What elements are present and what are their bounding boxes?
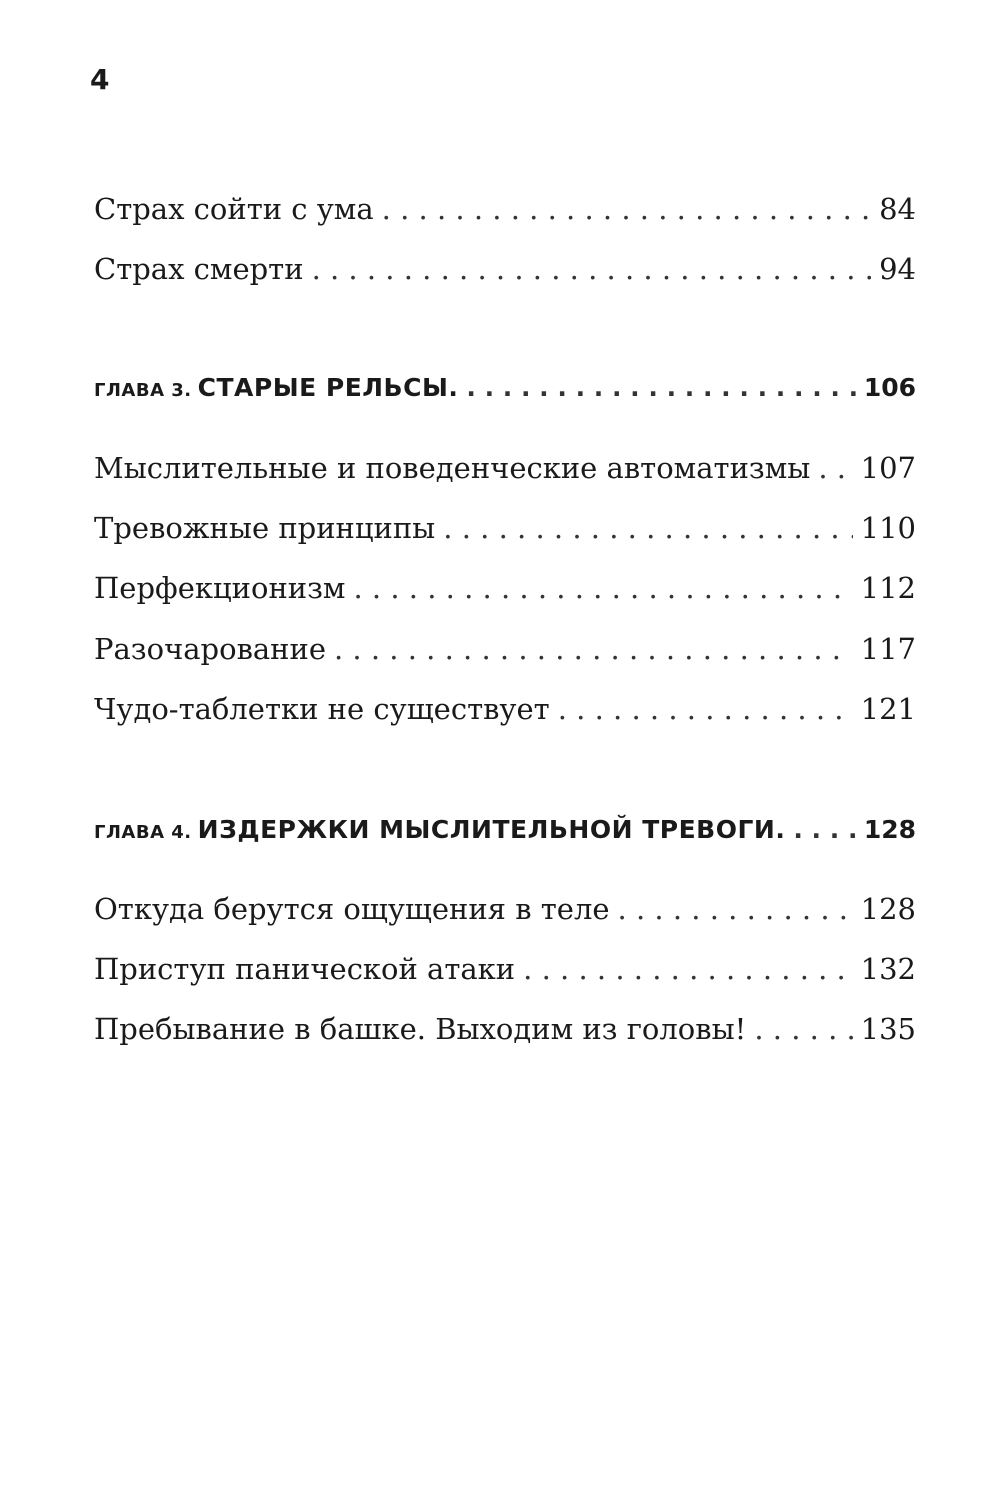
toc-item[interactable]	[94, 1009, 916, 1049]
dot-leader	[558, 689, 853, 729]
dot-leader	[353, 568, 852, 608]
toc-item-title: Тревожные принципы	[94, 511, 436, 545]
toc-item-page: 84	[879, 192, 916, 226]
toc-item[interactable]	[94, 889, 916, 929]
toc-item[interactable]	[94, 629, 916, 669]
toc-chapter-title	[94, 810, 785, 850]
toc-item-page: 107	[860, 451, 916, 485]
toc-item[interactable]	[94, 508, 916, 548]
toc-item[interactable]	[94, 189, 916, 229]
toc-item[interactable]	[94, 689, 916, 729]
dot-leader	[443, 508, 852, 548]
dot-leader	[466, 368, 855, 408]
toc-item[interactable]	[94, 448, 916, 488]
toc-item[interactable]	[94, 949, 916, 989]
toc-item-title: Страх сойти с ума	[94, 192, 374, 226]
dot-leader	[754, 1009, 852, 1049]
toc-chapter[interactable]	[94, 368, 916, 408]
toc-item-page: 128	[860, 892, 916, 926]
toc-chapter-title	[94, 368, 458, 408]
toc-item-page: 112	[860, 571, 916, 605]
toc-item-page: 117	[860, 632, 916, 666]
toc-chapter[interactable]	[94, 810, 916, 850]
toc-item-title: Пребывание в башке. Выходим из головы!	[94, 1012, 747, 1046]
toc-item-page: 121	[860, 692, 916, 726]
toc-item-page: 135	[860, 1012, 916, 1046]
toc-item-title: Откуда берутся ощущения в теле	[94, 892, 610, 926]
toc-chapter-page: 128	[863, 815, 916, 844]
chapter-prefix: ГЛАВА 4.	[94, 822, 192, 843]
toc-item-page: 132	[860, 952, 916, 986]
toc-item-page: 94	[879, 252, 916, 286]
toc-item-title: Перфекционизм	[94, 571, 346, 605]
chapter-prefix: ГЛАВА 3.	[94, 380, 192, 401]
toc-item-title: Страх смерти	[94, 252, 304, 286]
chapter-name: СТАРЫЕ РЕЛЬСЫ.	[197, 373, 459, 402]
dot-leader	[523, 949, 853, 989]
dot-leader	[312, 249, 872, 289]
toc-item-title: Разочарование	[94, 632, 326, 666]
toc-item-title: Мыслительные и поведенческие автоматизмы	[94, 451, 811, 485]
dot-leader	[818, 448, 852, 488]
toc-item-title: Приступ панической атаки	[94, 952, 516, 986]
toc-item-page: 110	[860, 511, 916, 545]
page-number: 4	[90, 63, 110, 96]
toc-chapter-page: 106	[863, 373, 916, 402]
dot-leader	[334, 629, 853, 669]
chapter-name: ИЗДЕРЖКИ МЫСЛИТЕЛЬНОЙ ТРЕВОГИ.	[197, 815, 786, 844]
toc-item[interactable]	[94, 249, 916, 289]
dot-leader	[793, 810, 855, 850]
dot-leader	[618, 889, 853, 929]
toc-item[interactable]	[94, 568, 916, 608]
dot-leader	[382, 189, 871, 229]
toc-item-title: Чудо-таблетки не существует	[94, 692, 550, 726]
